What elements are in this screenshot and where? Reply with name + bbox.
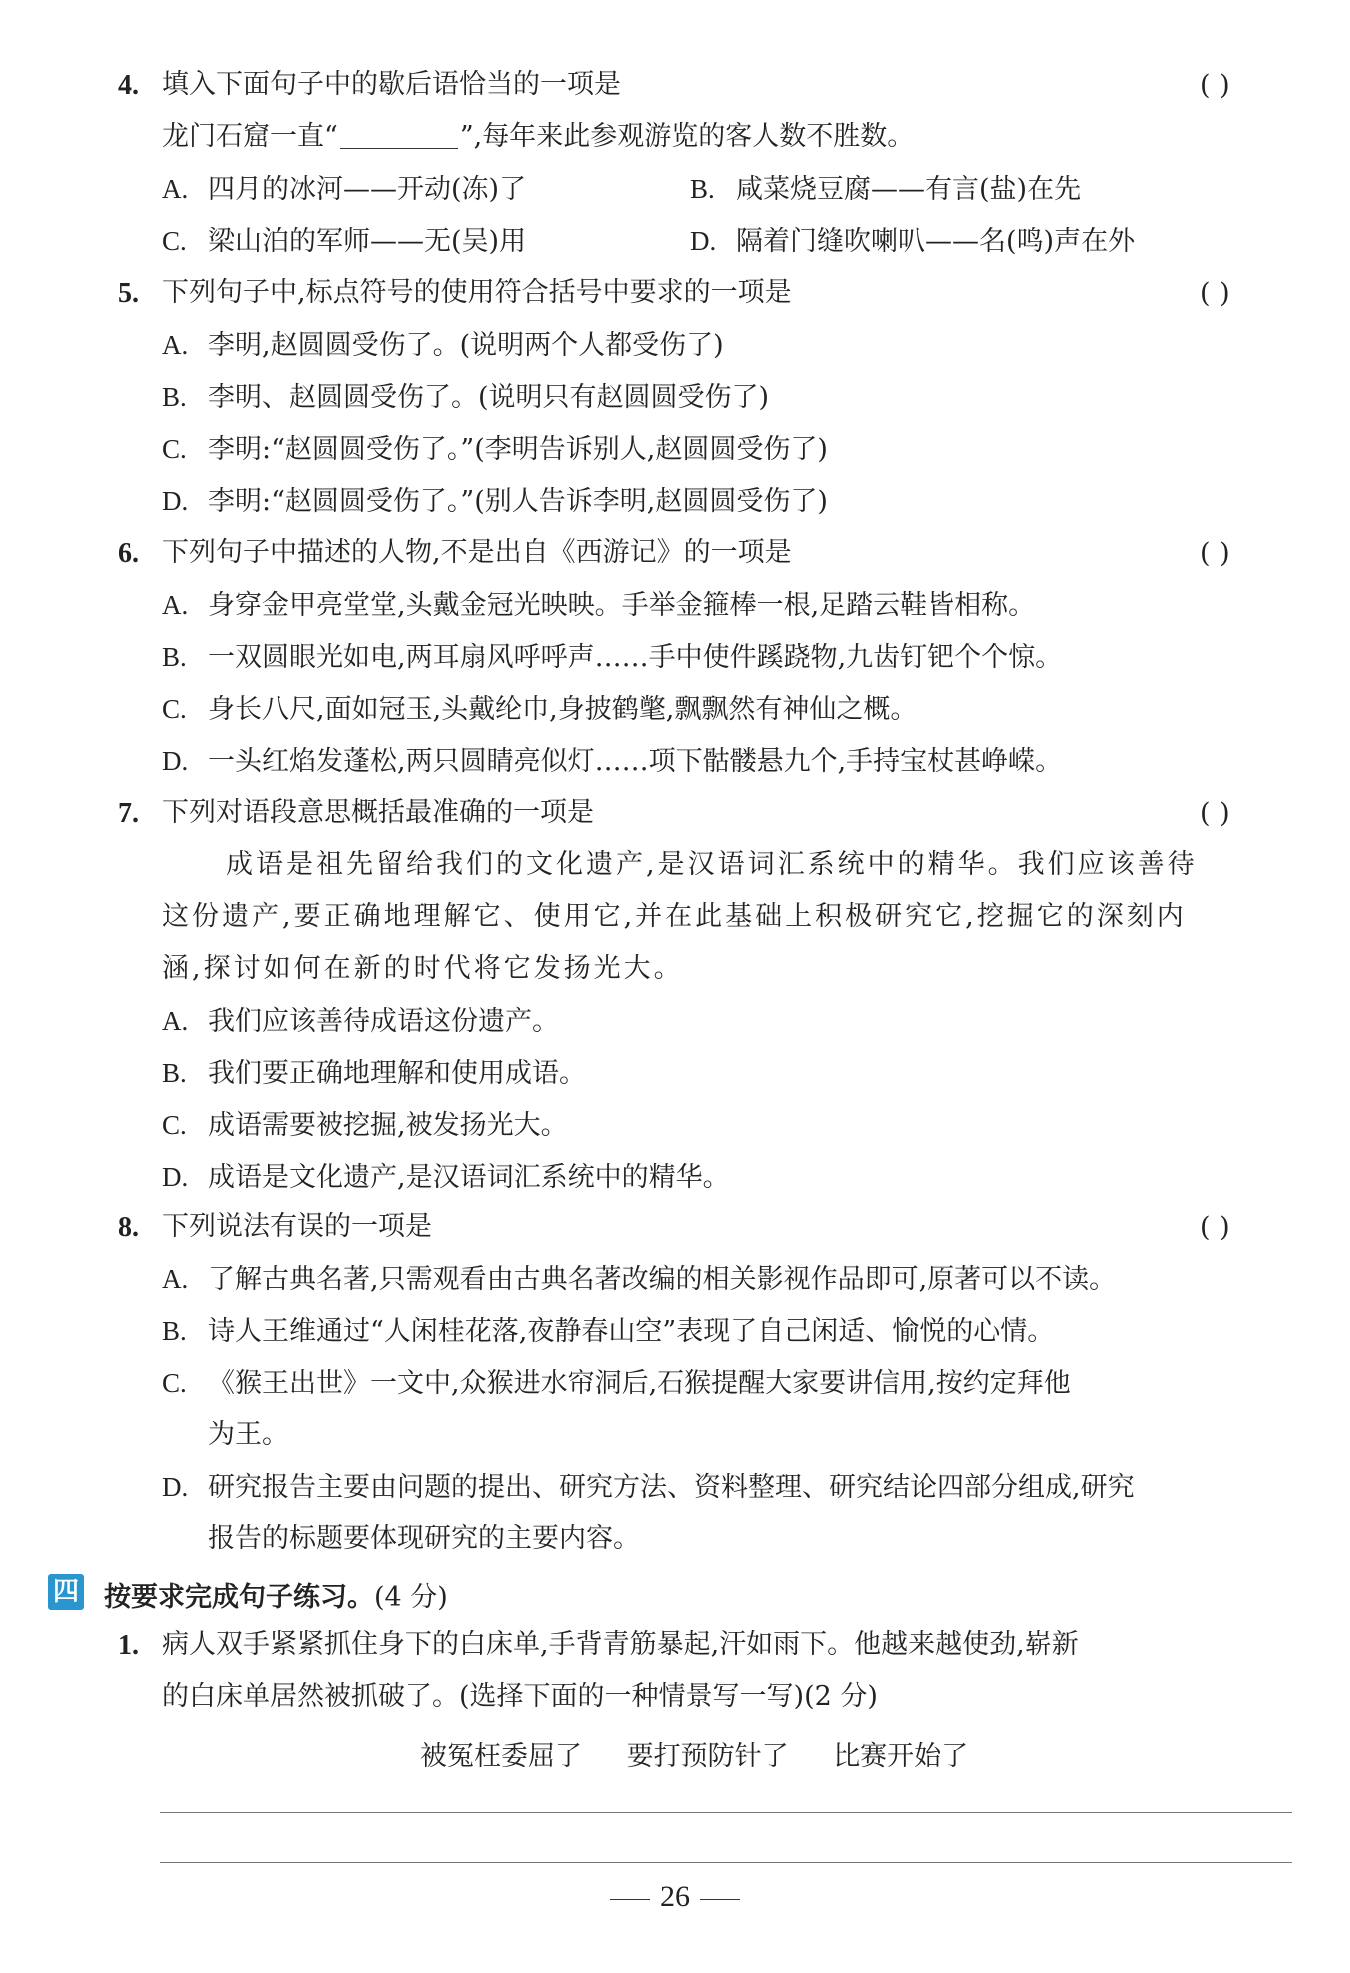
q7-passage-line-1: 成语是祖先留给我们的文化遗产,是汉语词汇系统中的精华。我们应该善待 xyxy=(226,849,1198,880)
section-4-badge: 四 xyxy=(48,1574,84,1610)
s4-q1-text-line-1: 病人双手紧紧抓住身下的白床单,手背青筋暴起,汗如雨下。他越来越使劲,崭新 xyxy=(162,1629,1079,1660)
q7-number: 7. xyxy=(118,798,139,829)
q7-stem: 下列对语段意思概括最准确的一项是 xyxy=(162,797,594,828)
q8-stem: 下列说法有误的一项是 xyxy=(162,1211,432,1242)
q4-answer-paren[interactable]: ( ) xyxy=(1200,70,1230,101)
q4-sentence-after: ”,每年来此参观游览的客人数不胜数。 xyxy=(459,121,915,152)
q5-option-d[interactable]: D. 李明:“赵圆圆受伤了。”(别人告诉李明,赵圆圆受伤了) xyxy=(162,486,828,517)
q6-option-b[interactable]: B. 一双圆眼光如电,两耳扇风呼呼声……手中使件蹊跷物,九齿钉钯个个惊。 xyxy=(162,642,1063,673)
q8-option-b[interactable]: B. 诗人王维通过“人闲桂花落,夜静春山空”表现了自己闲适、愉悦的心情。 xyxy=(162,1316,1055,1347)
q4-sentence-before: 龙门石窟一直“ xyxy=(162,121,338,152)
q6-stem: 下列句子中描述的人物,不是出自《西游记》的一项是 xyxy=(162,537,792,568)
q4-number: 4. xyxy=(118,70,139,101)
q5-answer-paren[interactable]: ( ) xyxy=(1200,278,1230,309)
q4-option-b[interactable]: B. 咸菜烧豆腐——有言(盐)在先 xyxy=(690,174,1082,205)
q5-number: 5. xyxy=(118,278,139,309)
q5-option-a[interactable]: A. 李明,赵圆圆受伤了。(说明两个人都受伤了) xyxy=(162,330,724,361)
page-number: 26 xyxy=(0,1880,1350,1914)
scenario-choice-3[interactable]: 比赛开始了 xyxy=(833,1741,969,1772)
q7-answer-paren[interactable]: ( ) xyxy=(1200,798,1230,829)
answer-line-2[interactable] xyxy=(160,1862,1292,1863)
q6-number: 6. xyxy=(118,538,139,569)
q6-option-c[interactable]: C. 身长八尺,面如冠玉,头戴纶巾,身披鹤氅,飘飘然有神仙之概。 xyxy=(162,694,918,725)
q6-answer-paren[interactable]: ( ) xyxy=(1200,538,1230,569)
q7-option-a[interactable]: A. 我们应该善待成语这份遗产。 xyxy=(162,1006,559,1037)
q4-option-d[interactable]: D. 隔着门缝吹喇叭——名(鸣)声在外 xyxy=(690,226,1136,257)
q6-option-a[interactable]: A. 身穿金甲亮堂堂,头戴金冠光映映。手举金箍棒一根,足踏云鞋皆相称。 xyxy=(162,590,1036,621)
s4-q1-text-line-2: 的白床单居然被抓破了。(选择下面的一种情景写一写)(2 分) xyxy=(162,1681,878,1712)
q4-sentence xyxy=(162,120,914,154)
section-4-title: 按要求完成句子练习。(4 分) xyxy=(104,1582,448,1613)
q5-option-c[interactable]: C. 李明:“赵圆圆受伤了。”(李明告诉别人,赵圆圆受伤了) xyxy=(162,434,828,465)
q7-passage-line-3: 涵,探讨如何在新的时代将它发扬光大。 xyxy=(162,953,684,984)
q5-option-b[interactable]: B. 李明、赵圆圆受伤了。(说明只有赵圆圆受伤了) xyxy=(162,382,770,413)
s4-q1-number: 1. xyxy=(118,1630,139,1661)
q7-option-c[interactable]: C. 成语需要被挖掘,被发扬光大。 xyxy=(162,1110,568,1141)
q6-option-d[interactable]: D. 一头红焰发蓬松,两只圆睛亮似灯……项下骷髅悬九个,手持宝杖甚峥嵘。 xyxy=(162,746,1063,777)
q7-option-b[interactable]: B. 我们要正确地理解和使用成语。 xyxy=(162,1058,586,1089)
q4-option-c[interactable]: C. 梁山泊的军师——无(吴)用 xyxy=(162,226,527,257)
q8-option-a[interactable]: A. 了解古典名著,只需观看由古典名著改编的相关影视作品即可,原著可以不读。 xyxy=(162,1264,1117,1295)
q4-fill-blank[interactable] xyxy=(340,122,458,149)
answer-line-1[interactable] xyxy=(160,1812,1292,1813)
scenario-choice-1[interactable]: 被冤枉委屈了 xyxy=(420,1741,582,1772)
q7-option-d[interactable]: D. 成语是文化遗产,是汉语词汇系统中的精华。 xyxy=(162,1162,730,1193)
s4-q1-scenario-choices xyxy=(420,1734,1004,1773)
scenario-choice-2[interactable]: 要打预防针了 xyxy=(626,1741,789,1772)
q8-number: 8. xyxy=(118,1212,139,1243)
q8-option-d[interactable]: D. 研究报告主要由问题的提出、研究方法、资料整理、研究结论四部分组成,研究 xyxy=(162,1472,1135,1503)
q8-option-d-continued: 报告的标题要体现研究的主要内容。 xyxy=(208,1523,640,1554)
q4-option-a[interactable]: A. 四月的冰河——开动(冻)了 xyxy=(162,174,527,205)
q8-option-c[interactable]: C. 《猴王出世》一文中,众猴进水帘洞后,石猴提醒大家要讲信用,按约定拜他 xyxy=(162,1368,1071,1399)
q8-answer-paren[interactable]: ( ) xyxy=(1200,1212,1230,1243)
q8-option-c-continued: 为王。 xyxy=(208,1419,289,1450)
q7-passage-line-2: 这份遗产,要正确地理解它、使用它,并在此基础上积极研究它,挖掘它的深刻内 xyxy=(162,901,1187,932)
q5-stem: 下列句子中,标点符号的使用符合括号中要求的一项是 xyxy=(162,277,792,308)
q4-stem: 填入下面句子中的歇后语恰当的一项是 xyxy=(162,69,621,100)
